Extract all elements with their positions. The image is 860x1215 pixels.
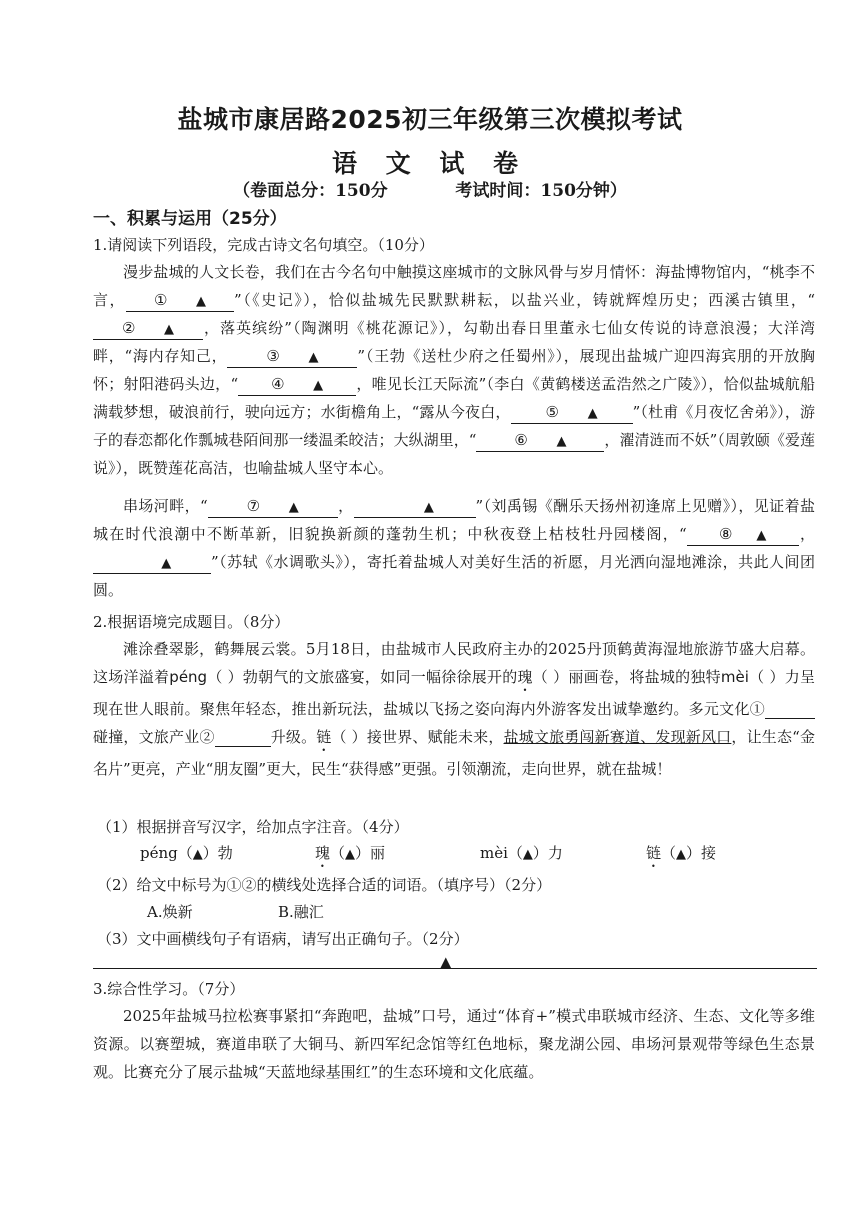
answer-slot[interactable]: ▲ bbox=[345, 847, 356, 862]
option-b[interactable]: B.融汇 bbox=[278, 903, 324, 921]
question-2-prompt: 2.根据语境完成题目。（8分） bbox=[93, 613, 290, 631]
question-1-passage-2: 串场河畔，“ ⑦ ▲ ， ▲ ”（刘禹锡《酬乐天扬州初逢席上见赠》），见证着盐城在时代浪潮中不断革新，旧貌换新颜的蓬勃生机；中秋夜登上枯枝牡丹园楼阁，“ ⑧ ▲ ， ▲ ”（苏轼《水调歌头》），寄托着盐城人对美好生活的祈愿，月光洒向湿地滩涂，共此人间团圆。 bbox=[93, 497, 815, 599]
underlined-sentence: 盐城文旅勇闯新赛道、发现新风口 bbox=[503, 728, 732, 746]
option-a[interactable]: A.焕新 bbox=[147, 903, 193, 921]
answer-slot[interactable]: ▲ bbox=[522, 847, 533, 862]
blank-3[interactable]: ③ ▲ bbox=[227, 347, 357, 368]
exam-title: 盐城市康居路2025初三年级第三次模拟考试 bbox=[177, 105, 683, 134]
q2-sub2-prompt: （2）给文中标号为①②的横线处选择合适的词语。（填序号）（2分） bbox=[97, 876, 552, 894]
paper-subtitle: 语 文 试 卷 bbox=[331, 149, 529, 178]
blank-7b[interactable]: ▲ bbox=[354, 497, 476, 518]
answer-line bbox=[93, 968, 817, 969]
q2-sub1-prompt: （1）根据拼音写汉字，给加点字注音。（4分） bbox=[97, 818, 409, 836]
question-1-passage-1: 漫步盐城的人文长卷，我们在古今名句中触摸这座城市的文脉风骨与岁月情怀：海盐博物馆内，“桃李不言， ① ▲ ”（《史记》），恰似盐城先民默默耕耘，以盐兴业，铸就辉煌历史；西溪古镇里，“② ▲ ，落英缤纷”（陶渊明《桃花源记》），勾勒出春日里董永七仙女传说的诗意浪漫；大洋湾畔，“海内存知己， ③ ▲ ”（王勃《送杜少府之任蜀州》），展现出盐城广迎四海宾朋的开放胸怀；射阳港码头边，“ ④ ▲ ，唯见长江天际流”（李白《黄鹤楼送孟浩然之广陵》），恰似盐城航船满载梦想，破浪前行，驶向远方；水街檐角上，“露从今夜白， ⑤ ▲ ”（杜甫《月夜忆舍弟》），游子的春恋都化作瓢城巷陌间那一缕温柔皎洁；大纵湖里，“ ⑥ ▲ ，濯清涟而不妖”（周敦颐《爱莲说》），既赞莲花高洁，也喻盐城人坚守本心。 bbox=[93, 263, 816, 477]
section-heading: 一、积累与运用（25分） bbox=[93, 209, 287, 229]
pinyin-item-gui: 瑰（▲）丽 bbox=[315, 844, 386, 862]
question-2-passage: 滩涂叠翠影，鹤舞展云裳。5月18日，由盐城市人民政府主办的2025丹顶鹤黄海湿地旅游节盛大启幕。这场洋溢着péng（ ）勃朝气的文旅盛宴，如同一幅徐徐展开的瑰（ ）丽画卷，将盐城的独特mèi（ ）力呈现在世人眼前。聚焦年轻态，推出新玩法，盐城以飞扬之姿向海内外游客发出诚挚邀约。多元文化① 碰撞，文旅产业② 升级。链（ ）接世界、赋能未来，盐城文旅勇闯新赛道、发现新风口，让生态“金名片”更亮，产业“朋友圈”更大，民生“获得感”更强。引领潮流，走向世界，就在盐城！ bbox=[93, 640, 815, 778]
question-3-passage: 2025年盐城马拉松赛事紧扣“奔跑吧，盐城”口号，通过“体育+”模式串联城市经济、生态、文化等多维资源。以赛塑城，赛道串联了大铜马、新四军纪念馆等红色地标，聚龙湖公园、串场河景观带等绿色生态景观。比赛充分了展示盐城“天蓝地绿基围红”的生态环境和文化底蕴。 bbox=[93, 1007, 815, 1081]
question-1-prompt: 1.请阅读下列语段，完成古诗文名句填空。（10分） bbox=[93, 236, 434, 254]
pinyin-item-mei: mèi（▲）力 bbox=[480, 844, 563, 862]
blank-2[interactable]: ② ▲ bbox=[93, 319, 203, 340]
blank-word-2[interactable] bbox=[215, 728, 271, 747]
answer-slot[interactable]: ▲ bbox=[676, 847, 687, 862]
blank-5[interactable]: ⑤ ▲ bbox=[511, 403, 633, 424]
blank-1[interactable]: ① ▲ bbox=[126, 291, 234, 312]
exam-time: 考试时间：150分钟） bbox=[455, 181, 627, 201]
total-score: （卷面总分：150分 bbox=[233, 181, 388, 201]
blank-7a[interactable]: ⑦ ▲ bbox=[208, 497, 338, 518]
pinyin-item-peng: péng（▲）勃 bbox=[140, 844, 233, 862]
blank-6[interactable]: ⑥ ▲ bbox=[476, 431, 604, 452]
question-3-prompt: 3.综合性学习。（7分） bbox=[93, 980, 245, 998]
blank-8a[interactable]: ⑧ ▲ bbox=[687, 525, 799, 546]
blank-word-1[interactable] bbox=[765, 700, 815, 719]
blank-4[interactable]: ④ ▲ bbox=[238, 375, 356, 396]
q2-sub3-prompt: （3）文中画横线句子有语病，请写出正确句子。（2分） bbox=[97, 930, 469, 948]
blank-8b[interactable]: ▲ bbox=[93, 553, 211, 574]
answer-slot[interactable]: ▲ bbox=[192, 847, 203, 862]
answer-triangle[interactable]: ▲ bbox=[440, 953, 452, 971]
pinyin-item-lian: 链（▲）接 bbox=[646, 844, 717, 862]
exam-info bbox=[0, 176, 860, 201]
